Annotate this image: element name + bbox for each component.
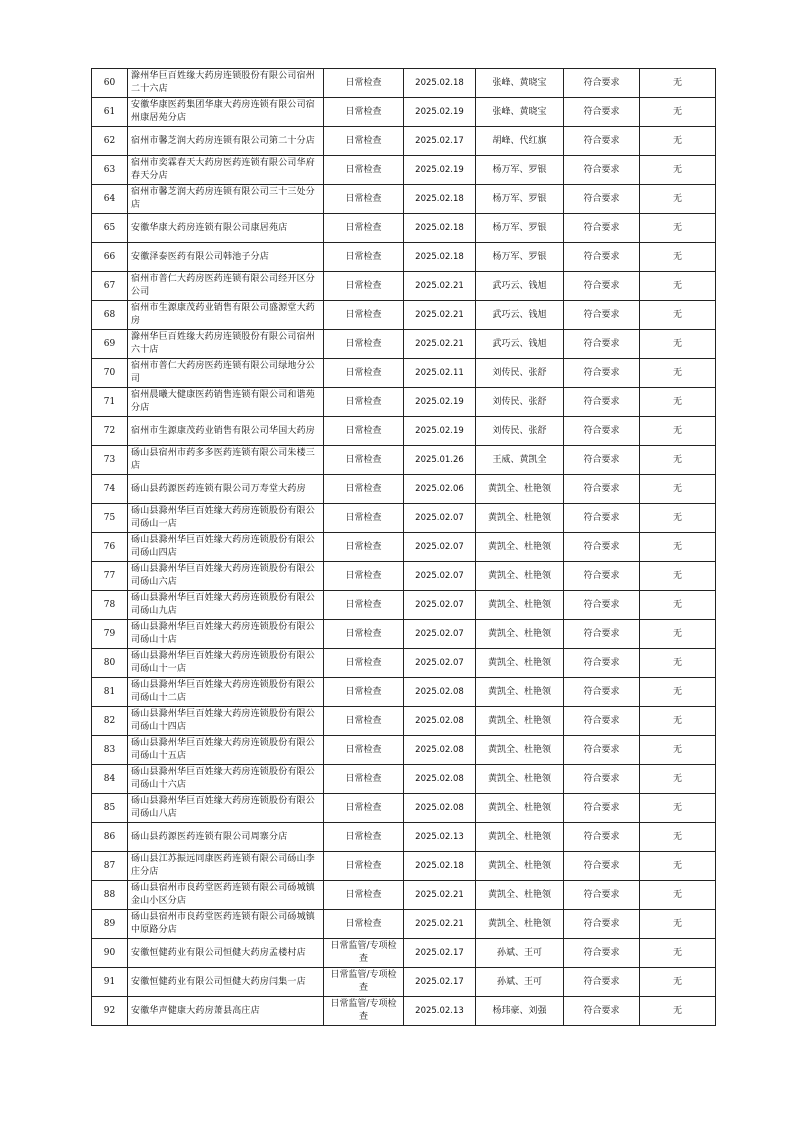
handling-action: 无 bbox=[640, 272, 716, 301]
handling-action: 无 bbox=[640, 707, 716, 736]
inspectors: 杨万军、罗银 bbox=[476, 243, 564, 272]
inspectors: 黄凯全、杜艳领 bbox=[476, 910, 564, 939]
inspection-result: 符合要求 bbox=[564, 678, 640, 707]
inspectors: 杨万军、罗银 bbox=[476, 185, 564, 214]
inspection-date: 2025.02.07 bbox=[404, 620, 476, 649]
store-name: 宿州晨曦大健康医药销售连锁有限公司和谐苑分店 bbox=[128, 388, 324, 417]
inspectors: 黄凯全、杜艳领 bbox=[476, 707, 564, 736]
row-number: 66 bbox=[92, 243, 128, 272]
inspection-result: 符合要求 bbox=[564, 562, 640, 591]
inspection-type: 日常检查 bbox=[324, 678, 404, 707]
store-name: 宿州市生源康茂药业销售有限公司盛源堂大药房 bbox=[128, 301, 324, 330]
inspection-result: 符合要求 bbox=[564, 475, 640, 504]
inspection-date: 2025.02.11 bbox=[404, 359, 476, 388]
inspection-result: 符合要求 bbox=[564, 69, 640, 98]
store-name: 砀山县滁州华巨百姓缘大药房连锁股份有限公司砀山十五店 bbox=[128, 736, 324, 765]
row-number: 87 bbox=[92, 852, 128, 881]
inspection-date: 2025.02.17 bbox=[404, 127, 476, 156]
inspection-date: 2025.02.08 bbox=[404, 765, 476, 794]
table-row bbox=[92, 272, 716, 301]
row-number: 84 bbox=[92, 765, 128, 794]
inspection-result: 符合要求 bbox=[564, 504, 640, 533]
handling-action: 无 bbox=[640, 881, 716, 910]
inspection-date: 2025.02.06 bbox=[404, 475, 476, 504]
store-name: 安徽恒健药业有限公司恒健大药房闫集一店 bbox=[128, 968, 324, 997]
inspection-result: 符合要求 bbox=[564, 301, 640, 330]
inspection-type: 日常检查 bbox=[324, 881, 404, 910]
store-name: 宿州市普仁大药房医药连锁有限公司经开区分公司 bbox=[128, 272, 324, 301]
store-name: 安徽恒健药业有限公司恒健大药房孟楼村店 bbox=[128, 939, 324, 968]
row-number: 81 bbox=[92, 678, 128, 707]
inspection-type: 日常检查 bbox=[324, 330, 404, 359]
inspectors: 黄凯全、杜艳领 bbox=[476, 475, 564, 504]
store-name: 砀山县滁州华巨百姓缘大药房连锁股份有限公司砀山八店 bbox=[128, 794, 324, 823]
inspectors: 黄凯全、杜艳领 bbox=[476, 823, 564, 852]
inspection-table bbox=[91, 68, 716, 1026]
inspection-result: 符合要求 bbox=[564, 156, 640, 185]
inspection-result: 符合要求 bbox=[564, 852, 640, 881]
inspection-result: 符合要求 bbox=[564, 359, 640, 388]
inspection-type: 日常检查 bbox=[324, 794, 404, 823]
handling-action: 无 bbox=[640, 649, 716, 678]
handling-action: 无 bbox=[640, 794, 716, 823]
handling-action: 无 bbox=[640, 910, 716, 939]
row-number: 64 bbox=[92, 185, 128, 214]
handling-action: 无 bbox=[640, 620, 716, 649]
inspectors: 黄凯全、杜艳领 bbox=[476, 504, 564, 533]
table-row bbox=[92, 881, 716, 910]
inspectors: 武巧云、钱旭 bbox=[476, 272, 564, 301]
store-name: 砀山县宿州市药多多医药连锁有限公司朱楼三店 bbox=[128, 446, 324, 475]
inspection-type: 日常检查 bbox=[324, 214, 404, 243]
inspectors: 黄凯全、杜艳领 bbox=[476, 881, 564, 910]
handling-action: 无 bbox=[640, 736, 716, 765]
inspection-result: 符合要求 bbox=[564, 243, 640, 272]
row-number: 91 bbox=[92, 968, 128, 997]
table-row bbox=[92, 939, 716, 968]
table-row bbox=[92, 301, 716, 330]
handling-action: 无 bbox=[640, 765, 716, 794]
inspection-date: 2025.02.08 bbox=[404, 736, 476, 765]
inspection-type: 日常检查 bbox=[324, 910, 404, 939]
inspection-type: 日常检查 bbox=[324, 852, 404, 881]
row-number: 86 bbox=[92, 823, 128, 852]
store-name: 砀山县滁州华巨百姓缘大药房连锁股份有限公司砀山一店 bbox=[128, 504, 324, 533]
table-row bbox=[92, 968, 716, 997]
inspection-date: 2025.02.18 bbox=[404, 69, 476, 98]
inspection-result: 符合要求 bbox=[564, 388, 640, 417]
table-row bbox=[92, 533, 716, 562]
store-name: 砀山县宿州市良药堂医药连锁有限公司砀城镇中原路分店 bbox=[128, 910, 324, 939]
inspectors: 刘传民、张舒 bbox=[476, 388, 564, 417]
handling-action: 无 bbox=[640, 823, 716, 852]
inspection-date: 2025.02.07 bbox=[404, 504, 476, 533]
inspection-date: 2025.02.18 bbox=[404, 214, 476, 243]
handling-action: 无 bbox=[640, 243, 716, 272]
table-row bbox=[92, 243, 716, 272]
inspectors: 黄凯全、杜艳领 bbox=[476, 533, 564, 562]
inspection-date: 2025.02.18 bbox=[404, 243, 476, 272]
inspection-date: 2025.01.26 bbox=[404, 446, 476, 475]
handling-action: 无 bbox=[640, 214, 716, 243]
table-row bbox=[92, 446, 716, 475]
inspection-type: 日常检查 bbox=[324, 446, 404, 475]
inspection-date: 2025.02.18 bbox=[404, 185, 476, 214]
inspection-type: 日常检查 bbox=[324, 620, 404, 649]
inspection-date: 2025.02.08 bbox=[404, 707, 476, 736]
row-number: 60 bbox=[92, 69, 128, 98]
inspection-result: 符合要求 bbox=[564, 127, 640, 156]
table-row bbox=[92, 852, 716, 881]
inspection-result: 符合要求 bbox=[564, 910, 640, 939]
table-row bbox=[92, 214, 716, 243]
inspection-result: 符合要求 bbox=[564, 968, 640, 997]
inspection-result: 符合要求 bbox=[564, 214, 640, 243]
inspection-date: 2025.02.07 bbox=[404, 591, 476, 620]
inspectors: 黄凯全、杜艳领 bbox=[476, 794, 564, 823]
inspection-date: 2025.02.19 bbox=[404, 417, 476, 446]
inspectors: 黄凯全、杜艳领 bbox=[476, 649, 564, 678]
handling-action: 无 bbox=[640, 678, 716, 707]
inspection-result: 符合要求 bbox=[564, 649, 640, 678]
inspection-date: 2025.02.07 bbox=[404, 533, 476, 562]
inspection-result: 符合要求 bbox=[564, 823, 640, 852]
store-name: 宿州市馨芝润大药房连锁有限公司三十三处分店 bbox=[128, 185, 324, 214]
row-number: 85 bbox=[92, 794, 128, 823]
table-row bbox=[92, 359, 716, 388]
row-number: 78 bbox=[92, 591, 128, 620]
inspectors: 黄凯全、杜艳领 bbox=[476, 736, 564, 765]
handling-action: 无 bbox=[640, 475, 716, 504]
table-row bbox=[92, 185, 716, 214]
inspection-date: 2025.02.21 bbox=[404, 910, 476, 939]
row-number: 83 bbox=[92, 736, 128, 765]
inspection-result: 符合要求 bbox=[564, 997, 640, 1026]
inspection-type: 日常检查 bbox=[324, 69, 404, 98]
inspection-type: 日常检查 bbox=[324, 823, 404, 852]
inspectors: 武巧云、钱旭 bbox=[476, 330, 564, 359]
table-row bbox=[92, 649, 716, 678]
inspection-type: 日常检查 bbox=[324, 504, 404, 533]
row-number: 75 bbox=[92, 504, 128, 533]
inspectors: 刘传民、张舒 bbox=[476, 359, 564, 388]
inspectors: 张峰、黄晓宝 bbox=[476, 98, 564, 127]
inspection-result: 符合要求 bbox=[564, 707, 640, 736]
store-name: 宿州市生源康茂药业销售有限公司华国大药房 bbox=[128, 417, 324, 446]
inspectors: 张峰、黄晓宝 bbox=[476, 69, 564, 98]
store-name: 宿州市馨芝润大药房连锁有限公司第二十分店 bbox=[128, 127, 324, 156]
handling-action: 无 bbox=[640, 388, 716, 417]
store-name: 砀山县滁州华巨百姓缘大药房连锁股份有限公司砀山九店 bbox=[128, 591, 324, 620]
table-row bbox=[92, 98, 716, 127]
inspectors: 黄凯全、杜艳领 bbox=[476, 678, 564, 707]
inspectors: 黄凯全、杜艳领 bbox=[476, 591, 564, 620]
handling-action: 无 bbox=[640, 997, 716, 1026]
inspection-date: 2025.02.13 bbox=[404, 823, 476, 852]
inspection-type: 日常检查 bbox=[324, 243, 404, 272]
store-name: 安徽华康大药房连锁有限公司康居苑店 bbox=[128, 214, 324, 243]
table-row bbox=[92, 997, 716, 1026]
inspection-type: 日常检查 bbox=[324, 98, 404, 127]
row-number: 63 bbox=[92, 156, 128, 185]
store-name: 砀山县江苏振远同康医药连锁有限公司砀山李庄分店 bbox=[128, 852, 324, 881]
inspection-date: 2025.02.19 bbox=[404, 98, 476, 127]
store-name: 安徽华声健康大药房萧县高庄店 bbox=[128, 997, 324, 1026]
store-name: 砀山县滁州华巨百姓缘大药房连锁股份有限公司砀山十六店 bbox=[128, 765, 324, 794]
inspection-date: 2025.02.18 bbox=[404, 852, 476, 881]
inspection-date: 2025.02.19 bbox=[404, 388, 476, 417]
row-number: 79 bbox=[92, 620, 128, 649]
handling-action: 无 bbox=[640, 98, 716, 127]
handling-action: 无 bbox=[640, 301, 716, 330]
row-number: 70 bbox=[92, 359, 128, 388]
store-name: 砀山县滁州华巨百姓缘大药房连锁股份有限公司砀山十一店 bbox=[128, 649, 324, 678]
row-number: 92 bbox=[92, 997, 128, 1026]
table-row bbox=[92, 562, 716, 591]
inspection-type: 日常检查 bbox=[324, 707, 404, 736]
inspectors: 杨万军、罗银 bbox=[476, 214, 564, 243]
inspection-type: 日常检查 bbox=[324, 185, 404, 214]
store-name: 宿州市奕霖春天大药房医药连锁有限公司华府春天分店 bbox=[128, 156, 324, 185]
handling-action: 无 bbox=[640, 156, 716, 185]
handling-action: 无 bbox=[640, 127, 716, 156]
table-row bbox=[92, 591, 716, 620]
inspection-result: 符合要求 bbox=[564, 185, 640, 214]
inspection-type: 日常监管/专项检查 bbox=[324, 939, 404, 968]
handling-action: 无 bbox=[640, 504, 716, 533]
inspection-type: 日常检查 bbox=[324, 127, 404, 156]
row-number: 89 bbox=[92, 910, 128, 939]
handling-action: 无 bbox=[640, 446, 716, 475]
store-name: 安徽华康医药集团华康大药房连锁有限公司宿州康居苑分店 bbox=[128, 98, 324, 127]
row-number: 68 bbox=[92, 301, 128, 330]
inspection-type: 日常检查 bbox=[324, 562, 404, 591]
inspectors: 黄凯全、杜艳领 bbox=[476, 562, 564, 591]
inspectors: 武巧云、钱旭 bbox=[476, 301, 564, 330]
table-row bbox=[92, 475, 716, 504]
inspection-date: 2025.02.19 bbox=[404, 156, 476, 185]
table-row bbox=[92, 794, 716, 823]
handling-action: 无 bbox=[640, 852, 716, 881]
handling-action: 无 bbox=[640, 968, 716, 997]
store-name: 砀山县滁州华巨百姓缘大药房连锁股份有限公司砀山四店 bbox=[128, 533, 324, 562]
table-body bbox=[92, 69, 716, 1026]
store-name: 砀山县滁州华巨百姓缘大药房连锁股份有限公司砀山六店 bbox=[128, 562, 324, 591]
table-row bbox=[92, 504, 716, 533]
inspection-type: 日常监管/专项检查 bbox=[324, 997, 404, 1026]
inspection-date: 2025.02.21 bbox=[404, 330, 476, 359]
inspectors: 孙斌、王可 bbox=[476, 939, 564, 968]
inspection-result: 符合要求 bbox=[564, 765, 640, 794]
inspection-date: 2025.02.13 bbox=[404, 997, 476, 1026]
inspection-date: 2025.02.08 bbox=[404, 678, 476, 707]
row-number: 69 bbox=[92, 330, 128, 359]
row-number: 61 bbox=[92, 98, 128, 127]
inspectors: 杨万军、罗银 bbox=[476, 156, 564, 185]
inspection-type: 日常检查 bbox=[324, 533, 404, 562]
inspection-result: 符合要求 bbox=[564, 794, 640, 823]
table-row bbox=[92, 910, 716, 939]
inspection-result: 符合要求 bbox=[564, 591, 640, 620]
inspection-type: 日常检查 bbox=[324, 272, 404, 301]
table-row bbox=[92, 823, 716, 852]
row-number: 72 bbox=[92, 417, 128, 446]
inspection-date: 2025.02.07 bbox=[404, 562, 476, 591]
inspection-type: 日常检查 bbox=[324, 388, 404, 417]
inspection-result: 符合要求 bbox=[564, 417, 640, 446]
inspection-type: 日常检查 bbox=[324, 649, 404, 678]
row-number: 71 bbox=[92, 388, 128, 417]
inspectors: 胡峰、代红旗 bbox=[476, 127, 564, 156]
inspection-date: 2025.02.07 bbox=[404, 649, 476, 678]
row-number: 77 bbox=[92, 562, 128, 591]
store-name: 砀山县滁州华巨百姓缘大药房连锁股份有限公司砀山十二店 bbox=[128, 678, 324, 707]
store-name: 滁州华巨百姓缘大药房连锁股份有限公司宿州六十店 bbox=[128, 330, 324, 359]
row-number: 65 bbox=[92, 214, 128, 243]
inspectors: 黄凯全、杜艳领 bbox=[476, 852, 564, 881]
store-name: 安徽泽泰医药有限公司韩池子分店 bbox=[128, 243, 324, 272]
row-number: 74 bbox=[92, 475, 128, 504]
store-name: 砀山县药源医药连锁有限公司万寿堂大药房 bbox=[128, 475, 324, 504]
handling-action: 无 bbox=[640, 591, 716, 620]
store-name: 砀山县滁州华巨百姓缘大药房连锁股份有限公司砀山十店 bbox=[128, 620, 324, 649]
inspection-result: 符合要求 bbox=[564, 736, 640, 765]
table-row bbox=[92, 620, 716, 649]
table-row bbox=[92, 736, 716, 765]
inspection-result: 符合要求 bbox=[564, 272, 640, 301]
inspection-type: 日常检查 bbox=[324, 156, 404, 185]
row-number: 62 bbox=[92, 127, 128, 156]
store-name: 砀山县宿州市良药堂医药连锁有限公司砀城镇金山小区分店 bbox=[128, 881, 324, 910]
inspection-date: 2025.02.17 bbox=[404, 939, 476, 968]
table-row bbox=[92, 156, 716, 185]
table-row bbox=[92, 417, 716, 446]
inspectors: 杨玮豪、刘强 bbox=[476, 997, 564, 1026]
inspection-result: 符合要求 bbox=[564, 446, 640, 475]
handling-action: 无 bbox=[640, 359, 716, 388]
inspection-type: 日常检查 bbox=[324, 417, 404, 446]
handling-action: 无 bbox=[640, 417, 716, 446]
handling-action: 无 bbox=[640, 69, 716, 98]
inspection-result: 符合要求 bbox=[564, 620, 640, 649]
inspection-type: 日常检查 bbox=[324, 765, 404, 794]
inspection-type: 日常检查 bbox=[324, 736, 404, 765]
table-row bbox=[92, 330, 716, 359]
row-number: 82 bbox=[92, 707, 128, 736]
inspectors: 孙斌、王可 bbox=[476, 968, 564, 997]
table-row bbox=[92, 69, 716, 98]
table-row bbox=[92, 127, 716, 156]
inspection-type: 日常监管/专项检查 bbox=[324, 968, 404, 997]
inspection-result: 符合要求 bbox=[564, 939, 640, 968]
inspection-result: 符合要求 bbox=[564, 330, 640, 359]
inspectors: 刘传民、张舒 bbox=[476, 417, 564, 446]
inspection-date: 2025.02.08 bbox=[404, 794, 476, 823]
row-number: 88 bbox=[92, 881, 128, 910]
inspection-result: 符合要求 bbox=[564, 98, 640, 127]
store-name: 宿州市普仁大药房医药连锁有限公司绿地分公司 bbox=[128, 359, 324, 388]
row-number: 67 bbox=[92, 272, 128, 301]
row-number: 76 bbox=[92, 533, 128, 562]
inspectors: 黄凯全、杜艳领 bbox=[476, 620, 564, 649]
inspection-type: 日常检查 bbox=[324, 359, 404, 388]
table-row bbox=[92, 388, 716, 417]
inspection-type: 日常检查 bbox=[324, 475, 404, 504]
table-row bbox=[92, 678, 716, 707]
table-row bbox=[92, 765, 716, 794]
table-row bbox=[92, 707, 716, 736]
inspection-date: 2025.02.21 bbox=[404, 301, 476, 330]
store-name: 砀山县药源医药连锁有限公司周寨分店 bbox=[128, 823, 324, 852]
inspection-type: 日常检查 bbox=[324, 301, 404, 330]
handling-action: 无 bbox=[640, 185, 716, 214]
handling-action: 无 bbox=[640, 939, 716, 968]
row-number: 90 bbox=[92, 939, 128, 968]
inspection-date: 2025.02.21 bbox=[404, 881, 476, 910]
inspection-date: 2025.02.21 bbox=[404, 272, 476, 301]
inspection-date: 2025.02.17 bbox=[404, 968, 476, 997]
store-name: 滁州华巨百姓缘大药房连锁股份有限公司宿州二十六店 bbox=[128, 69, 324, 98]
handling-action: 无 bbox=[640, 330, 716, 359]
store-name: 砀山县滁州华巨百姓缘大药房连锁股份有限公司砀山十四店 bbox=[128, 707, 324, 736]
handling-action: 无 bbox=[640, 562, 716, 591]
row-number: 73 bbox=[92, 446, 128, 475]
handling-action: 无 bbox=[640, 533, 716, 562]
inspectors: 黄凯全、杜艳领 bbox=[476, 765, 564, 794]
inspection-result: 符合要求 bbox=[564, 533, 640, 562]
inspectors: 王威、黄凯全 bbox=[476, 446, 564, 475]
inspection-type: 日常检查 bbox=[324, 591, 404, 620]
row-number: 80 bbox=[92, 649, 128, 678]
inspection-result: 符合要求 bbox=[564, 881, 640, 910]
